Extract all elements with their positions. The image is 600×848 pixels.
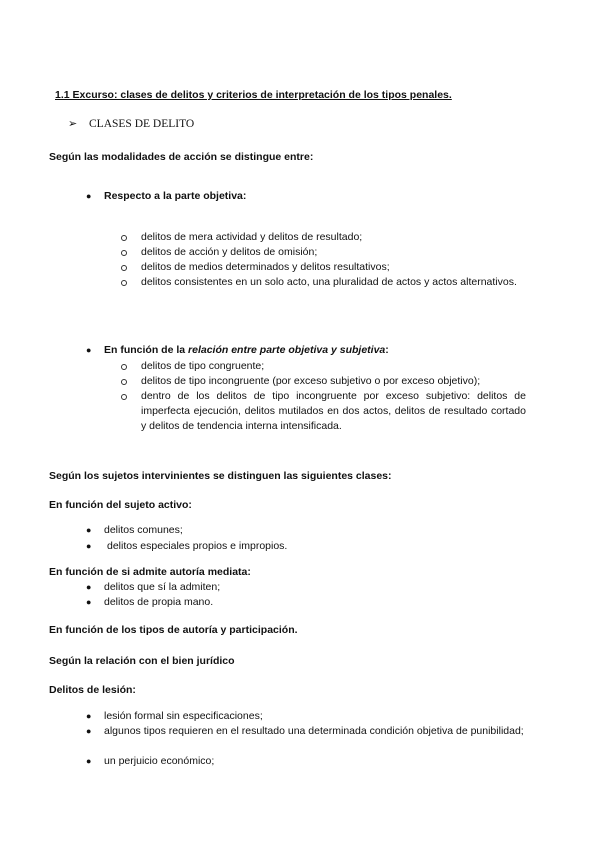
bullet-icon: ● <box>86 582 92 592</box>
bullet-icon: ● <box>86 726 92 736</box>
lesion-label: Delitos de lesión: <box>49 684 136 696</box>
list-item: delitos consistentes en un solo acto, una pluralidad de actos y actos alternativos. <box>141 276 517 288</box>
circle-bullet-icon <box>121 235 127 241</box>
list-item: delitos de tipo incongruente (por exceso subjetivo o por exceso objetivo); <box>141 375 481 387</box>
circle-bullet-icon <box>121 280 127 286</box>
sujetos-intro: Según los sujetos intervinientes se distinguen las siguientes clases: <box>49 470 392 482</box>
bullet-icon: ● <box>86 525 92 535</box>
sujeto-activo-label: En función del sujeto activo: <box>49 499 192 511</box>
arrow-icon: ➢ <box>68 118 78 130</box>
list-item: delitos de propia mano. <box>104 596 214 608</box>
circle-bullet-icon <box>121 250 127 256</box>
list-item: delitos de medios determinados y delitos resultativos; <box>141 261 390 273</box>
autoria-mediata-label: En función de si admite autoría mediata: <box>49 566 251 578</box>
modalidades-intro: Según las modalidades de acción se distingue entre: <box>49 151 314 163</box>
list-item: delitos que sí la admiten; <box>104 581 221 593</box>
bullet-icon: ● <box>86 345 92 355</box>
bullet-icon: ● <box>86 711 92 721</box>
bullet-icon: ● <box>86 756 92 766</box>
bullet-icon: ● <box>86 541 92 551</box>
list-item: delitos comunes; <box>104 524 183 536</box>
autoria-participacion: En función de los tipos de autoría y participación. <box>49 624 298 636</box>
relacion-label-suffix: : <box>385 344 389 356</box>
list-item: algunos tipos requieren en el resultado una determinada condición objetiva de punibilidad; <box>104 725 524 737</box>
list-item: delitos de tipo congruente; <box>141 360 265 372</box>
bullet-icon: ● <box>86 191 92 201</box>
section-heading: 1.1 Excurso: clases de delitos y criterios de interpretación de los tipos penales. <box>55 89 452 101</box>
list-item: delitos de mera actividad y delitos de resultado; <box>141 231 363 243</box>
objetiva-label: Respecto a la parte objetiva: <box>104 190 247 202</box>
circle-bullet-icon <box>121 265 127 271</box>
list-item: un perjuicio económico; <box>104 755 215 767</box>
section-marker: CLASES DE DELITO <box>89 118 195 130</box>
relacion-label <box>104 343 389 358</box>
circle-bullet-icon <box>121 379 127 385</box>
circle-bullet-icon <box>121 394 127 400</box>
list-item: dentro de los delitos de tipo incongruente por exceso subjetivo: delitos de imperfecta ejecución, delitos mutilados en dos actos, delitos de resultado cortado y delitos de tendencia interna intensificada. <box>141 390 526 432</box>
circle-bullet-icon <box>121 364 127 370</box>
bullet-icon: ● <box>86 597 92 607</box>
relacion-label-emphasis: relación entre parte objetiva y subjetiva <box>188 344 386 356</box>
list-item: delitos especiales propios e impropios. <box>107 540 288 552</box>
list-item: delitos de acción y delitos de omisión; <box>141 246 318 258</box>
bien-juridico: Según la relación con el bien jurídico <box>49 655 235 667</box>
list-item: lesión formal sin especificaciones; <box>104 710 263 722</box>
relacion-label-prefix: En función de la <box>104 344 189 356</box>
